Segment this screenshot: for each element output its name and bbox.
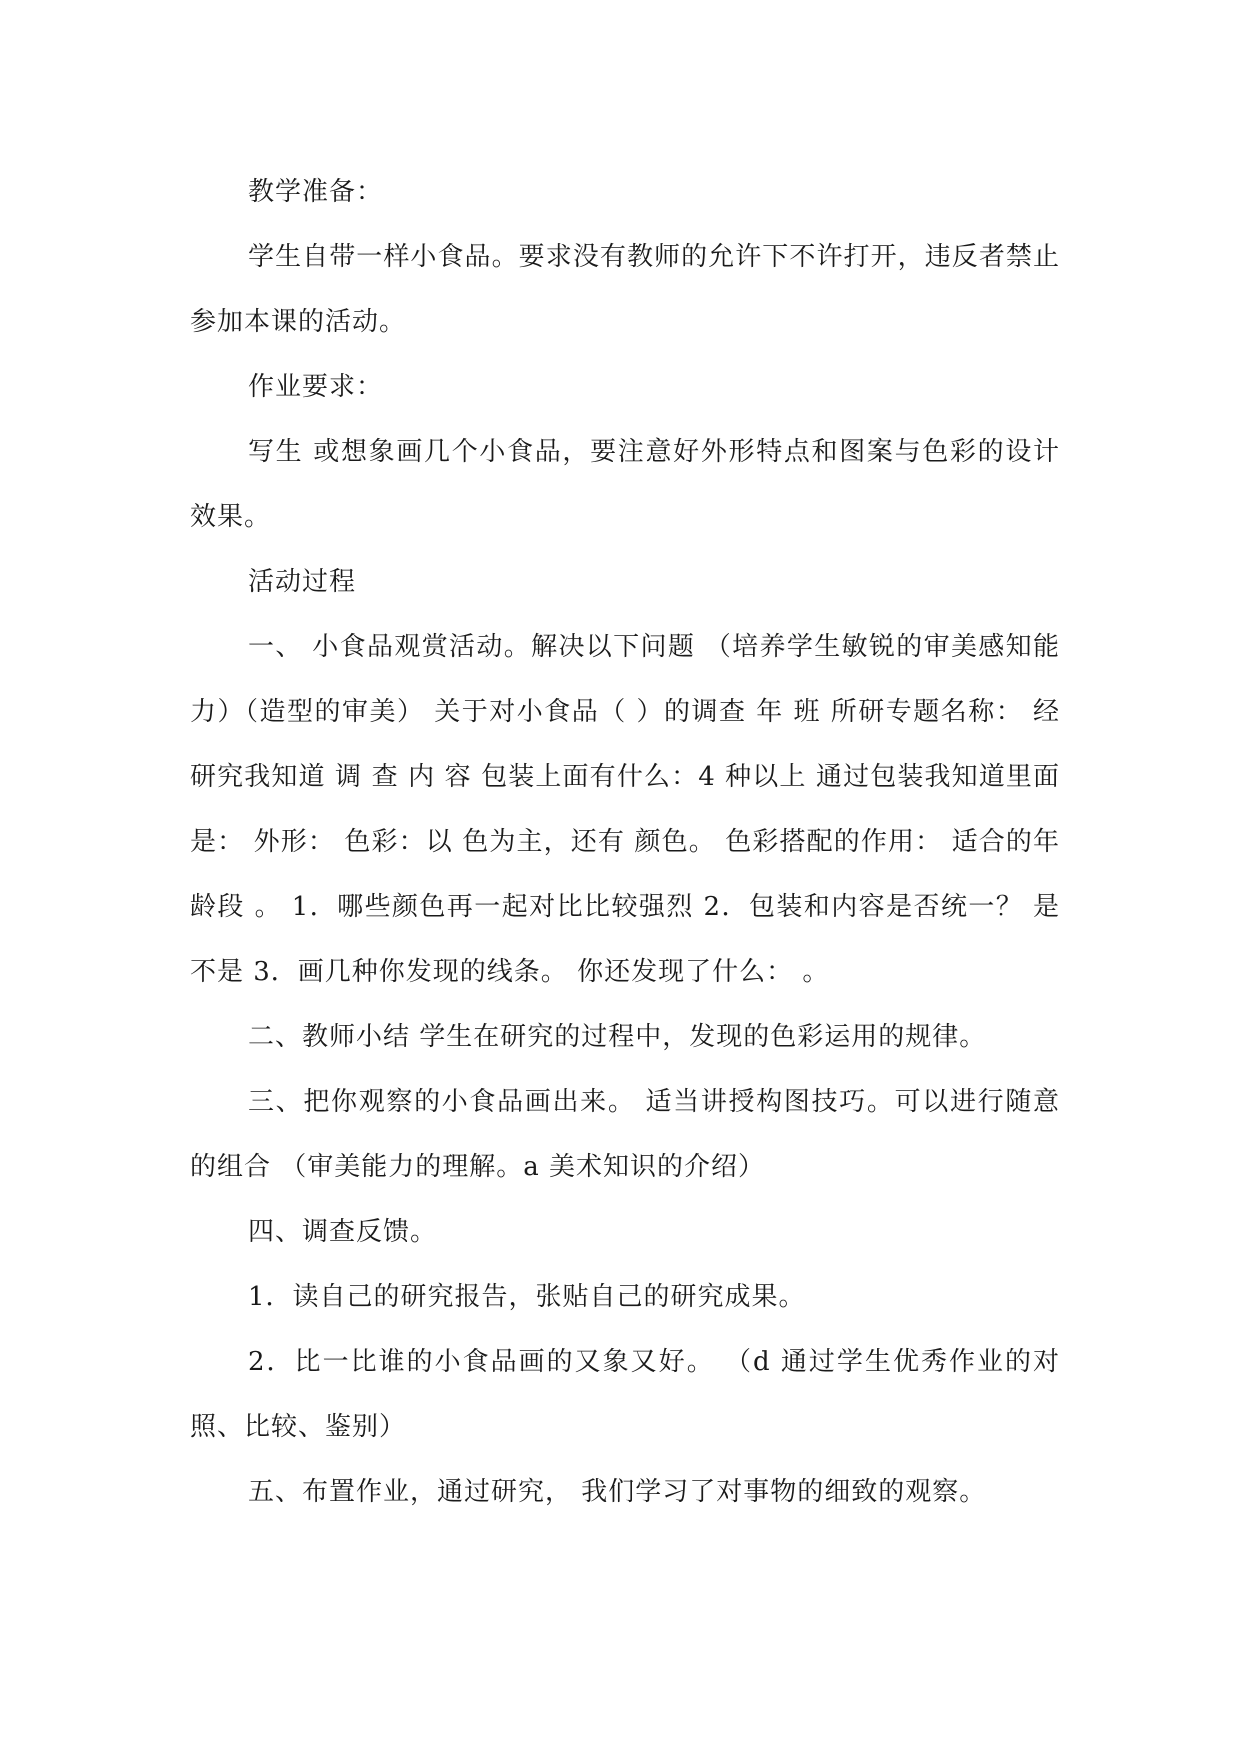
heading-teaching-preparation: 教学准备： (248, 177, 384, 207)
list-item-2: 2．比一比谁的小食品画的又象又好。 （d 通过学生优秀作业的对照、比较、鉴别） (190, 1347, 1060, 1442)
paragraph-step-one: 一、 小食品观赏活动。解决以下问题 （培养学生敏锐的审美感知能力）（造型的审美） 关于对小食品（ ）的调查 年 班 所研专题名称： 经研究我知道 调 查 内 容 包装上面有什么：4 种以上 通过包装我知道里面是： 外形： 色彩：以 色为主，还有 颜色。 色彩搭配的作用： 适合的年龄段 。 1．哪些颜色再一起对比比较强烈 2．包装和内容是否统一？ 是 不是 3．画几种你发现的线条。 你还发现了什么： 。 (190, 632, 1060, 987)
heading-homework-requirements: 作业要求： (248, 372, 384, 402)
paragraph-step-four: 四、调查反馈。 (248, 1217, 438, 1247)
paragraph-step-five: 五、布置作业，通过研究， 我们学习了对事物的细致的观察。 (248, 1477, 987, 1507)
heading-activity-process: 活动过程 (248, 567, 357, 597)
paragraph-preparation-detail: 学生自带一样小食品。要求没有教师的允许下不许打开，违反者禁止参加本课的活动。 (190, 242, 1060, 337)
paragraph-step-two: 二、教师小结 学生在研究的过程中，发现的色彩运用的规律。 (248, 1022, 987, 1052)
document-page (190, 160, 1060, 1525)
list-item-1: 1．读自己的研究报告，张贴自己的研究成果。 (248, 1282, 806, 1312)
paragraph-step-three: 三、把你观察的小食品画出来。 适当讲授构图技巧。可以进行随意的组合 （审美能力的理解。a 美术知识的介绍） (190, 1087, 1060, 1182)
paragraph-homework-detail: 写生 或想象画几个小食品，要注意好外形特点和图案与色彩的设计效果。 (190, 437, 1060, 532)
